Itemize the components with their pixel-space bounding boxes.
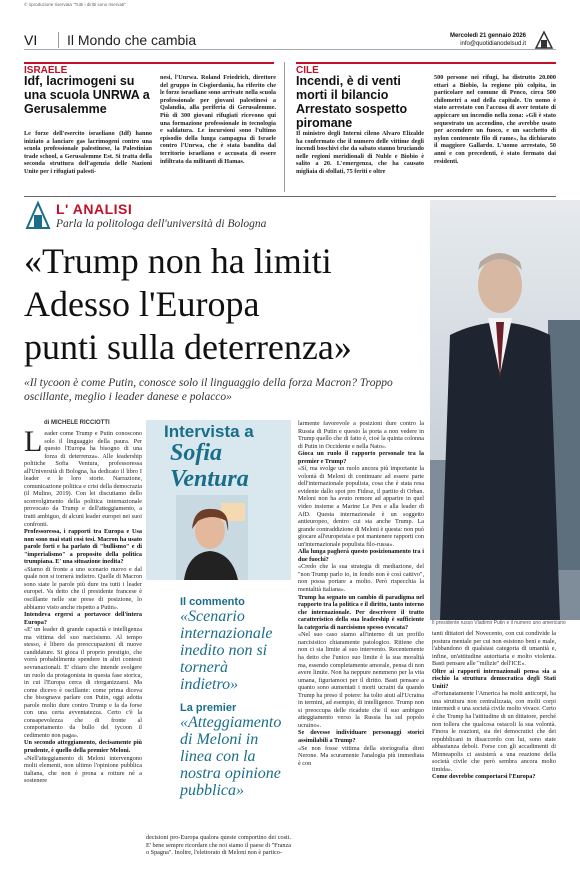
c3-answer-2: «Credo che la sua strategia di mediazione, del "non Trump parlo io, in fondo non è così cattivo", non possa portare a molto. Però rispecchia la mentalità italiana». — [298, 563, 424, 594]
newspaper-logo-icon — [532, 30, 556, 50]
c3-paragraph-1: larmente favorevole a posizioni dure contro la Russia di Putin e questo la porta a non vedere in Trump quello che di fatto è, cioè la quinta colonna di Putin in Occidente e nella Nato». — [298, 420, 424, 450]
headline-line-2: Adesso l'Europa — [24, 284, 260, 324]
brief-israele-kicker: ISRAELE — [24, 62, 274, 76]
question-2: Intendeva ergersi a portavoce dell'intera Europa? — [24, 611, 142, 626]
question-1: Professoressa, i rapporti tra Europa e Usa non sono mai stati così tesi. Macron ha usato parole forti e ha parlato di "bullismo" e di "imperialismo" a proposito della politica trumpiana. E' una situazione inedita? — [24, 528, 142, 566]
contact-email: info@quotidianodelsud.it — [460, 41, 526, 47]
answer-3: «Nell'atteggiamento di Meloni intervengono molti elementi, non ultimo l'opinione pubblica italiana, che non è prona a rotture né a sostenere — [24, 754, 142, 785]
article-column-2 — [146, 834, 291, 857]
main-headline — [24, 240, 424, 369]
c4-paragraph-1: tanti dittatori del Novecento, con cui condivide la postura mentale per cui non esistono beni e male, l'abbandono di qualsiasi categoria di umanità e, infine, un'attitudine autoritaria e molto violenta. Basti pensare alle "milizie" dell'ICE». — [432, 630, 556, 668]
headline-line-3: punti sulla deterrenza» — [24, 327, 352, 367]
premier-block — [180, 702, 290, 799]
section-title: Il Mondo che cambia — [58, 32, 196, 48]
brief-israele-text-1: Le forze dell'esercito israeliano (Idf) hanno iniziato a lanciare gas lacrimogeni contro una scuola professionale palestinese, la Palestinian trade school, a Gerusalemme Est. Si tratta della seconda struttura dell'agenzia delle Nazioni Unite per i rifugiati palesti- — [24, 130, 152, 175]
column-2-text: decisioni pro-Europa qualora queste comportino dei costi. E' bene sempre ricordare che noi siamo il paese di "Franza o Spagna". Inoltre, l'elettorato di Meloni non è partico- — [146, 834, 291, 857]
interviewee-portrait-icon — [176, 495, 248, 580]
premier-kicker: La premier — [180, 702, 237, 714]
date-block — [450, 32, 526, 48]
c3-answer-3: «Nel suo caso siamo all'interno di un profilo narcisistico chiaramente patologico. Ritiene che non ci sia limite al suo intervento. Recentemente ha detto che l'unico suo limite è la sua moralità ma, essendo completamente amorale, pensa di non avere limite. Non ha neppure nemmeno per la vita umana, figuriamoci per il diritto. Basti pensare a quanto sono aumentati i morti ucraini da quando Trump ha preso il potere: ha tolto aiuti all'Ucraina in termini, ad esempio, di intelligence. Trump non si preoccupa delle ricadute che il suo ambiguo atteggiamento verso la Russia ha sul popolo ucraino». — [298, 631, 424, 729]
interviewee-first-name: Sofia — [170, 440, 223, 466]
section-rule — [24, 196, 556, 197]
byline: di MICHELE RICCIOTTI — [44, 420, 110, 426]
brief-israele-title: Idf, lacrimogeni su una scuola UNRWA a Gerusalemme — [24, 74, 150, 116]
issue-date: Mercoledì 21 gennaio 2026 — [449, 33, 526, 39]
c4-question-1: Oltre ai rapporti internazionali pensa sia a rischio la struttura democratica degli Stati Uniti? — [432, 667, 556, 690]
c4-answer-1: «Fortunatamente l'America ha molti anticorpi, ha una struttura non centralizzata, con molti corpi intermedi e una società civile molto vivace. Certo è che Trump ha l'attitudine di un dittatore, perché non tollera che qualcosa ostacoli la sua volontà. Finora le reazioni, sia dei democratici che dei repubblicani in disaccordo con lui, sono state abbastanza deboli. Forse con gli accadimenti di Minneapolis ci assisterà a una reazione della società civile che però sembra ancora molto timida». — [432, 690, 556, 773]
commento-block — [180, 596, 290, 693]
c3-question-1: Gioca un ruolo il rapporto personale tra la premier e Trump? — [298, 450, 424, 465]
commento-kicker: Il commento — [180, 596, 245, 608]
intro-text: eader come Trump e Putin conoscono solo il linguaggio della paura. Per questo l'Europa ha bisogno di una forza di deterrenza». Alle leadership politiche Sofia Ventura, professoressa all'Università di Bologna, ha dedicato il libro I leader e le loro storie. Narrazione, comunicazione politica e crisi della democrazia (il Mulino, 2019). Con lei discutiamo dello sconvolgimento della politica internazionale provocato da Trump e dell'atteggiamento, a tratti ambiguo, di alcuni leader europei nei suoi confronti. — [24, 430, 142, 528]
interview-box — [146, 420, 291, 580]
brief-cile-kicker: CILE — [296, 62, 556, 76]
c3-answer-4: «Se non fosse vittima della storiografia direi Nerone. Ma scuramente l'analogia più immediata è con — [298, 744, 424, 767]
article-deck: «Il tycoon è come Putin, conosce solo il linguaggio della forza Macron? Troppo oscillante, meglio i leader danese e polacco» — [24, 377, 393, 403]
article-column-3 — [298, 420, 424, 767]
answer-2: «E' un leader di grande capacità e intelligenza ma vittima del suo narcisismo. Al tempo stesso, è libero da preoccupazioni di nuove candidature. Si gioca il proprio prestigio, che vorrà probabilmente spendere in altri contesti sovranazionali. E' chiaro che intende svolgere un ruolo da protagonista in questa fase storica, in cui l'Europa cerca di riorganizzarsi. Ma come dicevo è oscillante: come prima diceva che bisognava parlare con Putin, oggi adotta parole molto dure contro Trump e fa da forse con una certa avventatezza. Certo c'è la consapevolezza che di fronte al comportamento da bullo del tycoon il cedimento non paga». — [24, 626, 142, 739]
c3-question-2: Alla lunga pagherà questo posizionamento tra i due fuochi? — [298, 548, 424, 563]
brief-israele-text-2: nesi, l'Unrwa. Roland Friedrich, direttore del gruppo in Cisgiordania, ha riferito che le forze israeliane sono arrivate nella scuola professionale per giovani palestinesi a Qalandia, alla periferia di Gerusalemme. Più di 300 giovani rifugiati ricevono qui una formazione professionale in tecnologia e saldatura. Le incursioni sono l'ultimo episodio della lunga campagna di Israele contro l'Unrwa, che è stata bandita dal territorio israeliano e accusata di essere infiltrata da militanti di Hamas. — [160, 74, 276, 165]
premier-quote: «Atteggiamento di Meloni in linea con la nostra opinione pubblica» — [180, 714, 282, 799]
intro-paragraph — [24, 425, 142, 528]
c3-question-3: Trump ha segnato un cambio di paradigma nel rapporto tra la politica e il diritto, tanto interno che internazionale. Per descrivere il tratto caratteristico della sua leadership è sufficiente la categoria di narcisismo spesso evocata? — [298, 593, 424, 631]
page-number: VI — [24, 32, 38, 48]
interviewee-last-name: Ventura — [170, 466, 249, 492]
commento-quote: «Scenario internazionale inedito non si tornerà indietro» — [180, 608, 273, 693]
article-column-1 — [24, 425, 142, 785]
interview-label: Intervista a — [164, 422, 254, 441]
brief-cile-text-2: 500 persone nei rifugi, ha distrutto 20.000 ettari a Biobio, la regione più colpita, in particolare nel comune di Penco, circa 500 chilometri a sud della capitale. Un uomo è stato arrestato con l'accusa di aver tentato di appiccare un incendio nella zona: «Gli è stato sequestrato un accendino, che avrebbe usato per accendere un fuoco, e un sacchetto di nylon contenente filo di rame», ha dichiarato il maggiore Gallardo. L'uomo arrestato, 50 anni e con precedenti, è stato fermato dai residenti. — [434, 74, 556, 165]
dropcap: L — [24, 425, 43, 458]
analisi-logo-icon — [24, 200, 52, 230]
c4-question-2: Come dovrebbe comportarsi l'Europa? — [432, 773, 536, 781]
page-header — [24, 30, 556, 50]
article-column-4 — [432, 630, 556, 781]
c3-question-4: Se dovesse individuare personaggi storici assimilabili a Trump? — [298, 729, 424, 744]
answer-1: «Siamo di fronte a uno scenario nuovo e dal quale non si tornerà indietro. Quelle di Macron sono state le parole più dure tra tutti i leader europei. Va detto che il presidente francese è oscillante nelle sue prese di posizione, lo abbiamo visto anche rispetto a Putin». — [24, 565, 142, 611]
headline-line-1: «Trump non ha limiti — [24, 241, 332, 281]
analisi-subtitle: Parla la politologa dell'università di Bologna — [56, 218, 267, 230]
copyright-note: © riproduzione riservata "Tutti i diritti sono riservati" — [24, 2, 126, 7]
interviewee-name — [170, 440, 249, 492]
brief-cile-text-1: Il ministro degli Interni cileno Alvaro Elizalde ha confermato che il numero delle vittime degli incendi boschivi che da sabato stanno bruciando nelle regioni meridionali di Nuble e Biobio è salito a 20. L'emergenza, che ha causato migliaia di sfollati, 75 feriti e oltre — [296, 130, 424, 175]
photo-caption: Il presidente russo Vladimir Putin e il numero uno americano — [432, 620, 566, 626]
brief-divider — [284, 62, 285, 192]
brief-cile-title: Incendi, è di venti morti il bilancio Arrestato sospetto piromane — [296, 74, 408, 130]
putin-figure-icon — [430, 200, 580, 620]
analisi-kicker: L' ANALISI — [56, 201, 133, 217]
question-3: Un secondo atteggiamento, decisamente più prudente, è quello della premier Meloni. — [24, 739, 142, 754]
putin-photo — [430, 200, 580, 620]
c3-answer-1: «Sì, ma svolge un ruolo ancora più importante la volontà di Meloni di continuare ad essere parte dell'internazionale populista, cosa che è stata resa evidente dallo spot pro Fidesz, il partito di Orban. Meloni non ha avuto remore ad apparire in quel video insieme a Marine Le Pen e alla leader di AfD. Questa internazionale è un soggetto antieuropeo, dentro cui sta anche Trump. La grande contraddizione di Meloni è questa: non può giocare all'europeista e poi mantenere rapporti con un'internazionale populista filo-russa». — [298, 465, 424, 548]
